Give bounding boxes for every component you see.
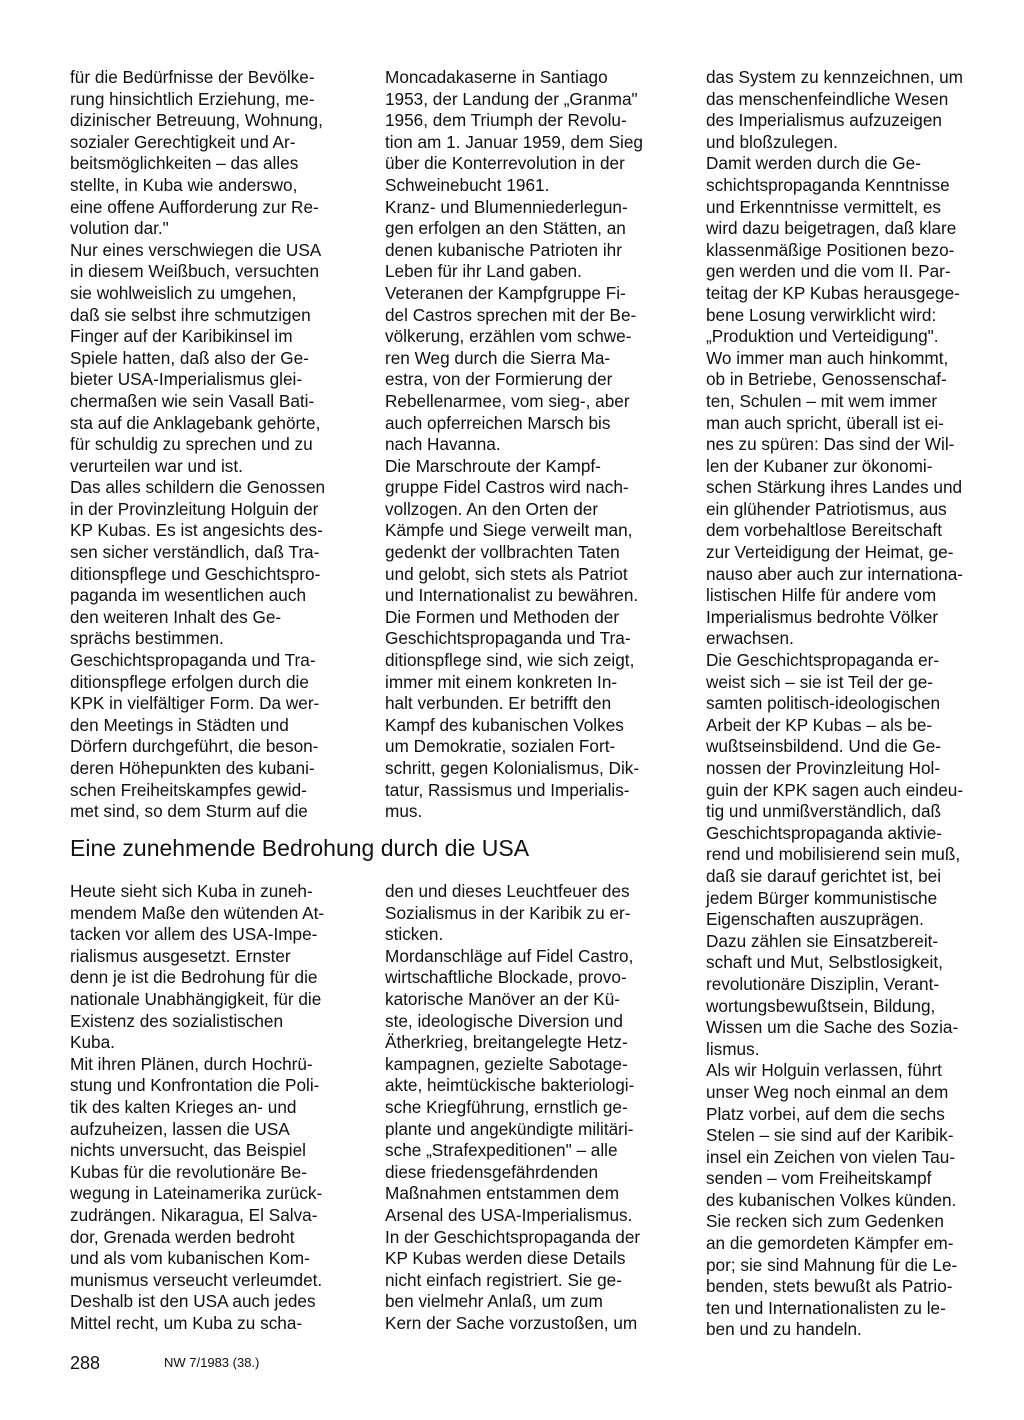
- paragraph: für die Bedürfnisse der Bevölke- rung hinsichtlich Erziehung, me- dizinischer Betreuung, Wohnung, sozialer Gerechtigkeit und Ar- beitsmöglichkeiten – das alles stellte, in Kuba wie anderswo, eine offene Aufforderung zur Re- volution dar.": [70, 67, 323, 239]
- paragraph: Das alles schildern die Genossen in der Provinzleitung Holguin der KP Kubas. Es ist angesichts des- sen sicher verständlich, daß Tra- ditionspflege und Geschichtspro- paganda im wesentlichen auch den weiteren Inhalt des Ge- sprächs bestimmen.: [70, 477, 326, 649]
- paragraph: Deshalb ist den USA auch jedes Mittel recht, um Kuba zu scha-: [70, 1291, 316, 1333]
- page-number: 288: [70, 1353, 101, 1373]
- paragraph: Die Formen und Methoden der Geschichtspropaganda und Tra- ditionspflege sind, wie sich zeigt, immer mit einem konkreten In- halt verbunden. Er betrifft den Kampf des kubanischen Volkes um Demokratie, sozialen Fort- schritt, gegen Kolonialismus, Dik- tatur, Rassismus und Imperialis- mus.: [385, 606, 640, 822]
- paragraph: Heute sieht sich Kuba in zuneh- mendem Maße den wütenden At- tacken vor allem des USA-Impe- rialismus ausgesetzt. Ernster denn je ist die Bedrohung für die nationale Unabhängigkeit, für die Existenz des sozialistischen Kuba.: [70, 881, 325, 1053]
- column-1-bottom: [70, 881, 356, 1334]
- issue-reference: NW 7/1983 (38.): [164, 1355, 260, 1370]
- paragraph: Damit werden durch die Ge- schichtspropaganda Kenntnisse und Erkenntnisse vermittelt, es wird dazu beigetragen, daß klare klassenmäßige Positionen bezo- gen werden und die vom II. Par- teitag der KP Kubas herausgege- bene Losung verwirklicht wird: „Produktion und Verteidigung".: [706, 153, 960, 347]
- paragraph: Veteranen der Kampfgruppe Fi- del Castros sprechen mit der Be- völkerung, erzählen vom schwe- ren Weg durch die Sierra Ma- estra, von der Formierung der Rebellenarmee, vom sieg-, aber auch opferreichen Marsch bis nach Havanna.: [385, 282, 637, 455]
- paragraph: Nur eines verschwiegen die USA in diesem Weißbuch, versuchten sie wohlweislich zu umgehen, daß sie selbst ihre schmutzigen Finger auf der Karibikinsel im Spiele hatten, daß also der Ge- bieter USA-Imperialismus glei- chermaßen wie sein Vasall Bati- sta auf die Anklagebank gehörte, für schuldig zu sprechen und zu verurteilen war und ist.: [70, 239, 322, 476]
- paragraph: Als wir Holguin verlassen, führt unser Weg noch einmal an dem Platz vorbei, auf dem die sechs Stelen – sie sind auf der Karibik- insel ein Zeichen von vielen Tau- senden – vom Freiheitskampf des kubanischen Volkes künden. Sie recken sich zum Gedenken an die gemordeten Kämpfer em- por; sie sind Mahnung für die Le- benden, stets bewußt als Patrio- ten und Internationalisten zu le- ben und zu handeln.: [706, 1060, 958, 1340]
- paragraph: Mordanschläge auf Fidel Castro, wirtschaftliche Blockade, provo- katorische Manöver an der Kü- ste, ideologische Diversion und Ätherkrieg, breitangelegte Hetz- kampagnen, gezielte Sabotage- akte, heimtückische bakteriologi- sche Kriegführung, ernstlich ge- plante und angekündigte militäri- sche „Strafexpeditionen" – alle diese friedensgefährdenden Maßnahmen entstammen dem Arsenal des USA-Imperialismus.: [385, 945, 635, 1225]
- paragraph: Moncadakaserne in Santiago 1953, der Landung der „Granma" 1956, dem Triumph der Revolu- tion am 1. Januar 1959, dem Sieg über die Konterrevolution in der Schweinebucht 1961.: [385, 67, 643, 195]
- section-heading: Eine zunehmende Bedrohung durch die USA: [70, 835, 530, 861]
- paragraph: Mit ihren Plänen, durch Hochrü- stung und Konfrontation die Poli- tik des kalten Krieges an- und aufzuheizen, lassen die USA nichts unversucht, das Beispiel Kubas für die revolutionäre Be- wegung in Lateinamerika zurück- zudrängen. Nikaragua, El Salva- dor, Grenada werden bedroht und als vom kubanischen Kom- munismus verseucht verleumdet.: [70, 1053, 323, 1290]
- page-footer: [70, 1352, 470, 1376]
- column-2-top: [385, 67, 675, 823]
- paragraph: das System zu kennzeichnen, um das menschenfeindliche Wesen des Imperialismus aufzuzeigen und bloßzulegen.: [706, 67, 963, 152]
- paragraph: Die Geschichtspropaganda er- weist sich – sie ist Teil der ge- samten politisch-ideologischen Arbeit der KP Kubas – als be- wußtseinsbildend. Und die Ge- nossen der Provinzleitung Hol- guin der KPK sagen auch eindeu- tig und unmißverständlich, daß Geschichtspropaganda aktivie- rend und mobilisierend sein muß, daß sie darauf gerichtet ist, bei jedem Bürger kommunistische Eigenschaften auszuprägen. Dazu zählen sie Einsatzbereit- schaft und Mut, Selbstlosigkeit, revolutionäre Disziplin, Verant- wortungsbewußtsein, Bildung, Wissen um die Sache des Sozia- lismus.: [706, 650, 964, 1059]
- paragraph: Geschichtspropaganda und Tra- ditionspflege erfolgen durch die KPK in vielfältiger Form. Da wer- den Meetings in Städten und Dörfern durchgeführt, die beson- deren Höhepunkten des kubani- schen Freiheitskampfes gewid- met sind, so dem Sturm auf die: [70, 650, 320, 822]
- paragraph: Kranz- und Blumenniederlegun- gen erfolgen an den Stätten, an denen kubanische Patrioten ihr Leben für ihr Land gaben.: [385, 196, 628, 282]
- column-1-top: [70, 67, 356, 823]
- column-2-bottom: [385, 881, 675, 1334]
- paragraph: Wo immer man auch hinkommt, ob in Betriebe, Genossenschaf- ten, Schulen – mit wem immer man auch spricht, überall ist ei- nes zu spüren: Das sind der Wil- len der Kubaner zur ökonomi- schen Stärkung ihres Landes und ein glühender Patriotismus, aus dem vorbehaltlose Bereitschaft zur Verteidigung der Heimat, ge- nauso aber auch zur internationa- listischen Hilfe für andere vom Imperialismus bedrohte Völker erwachsen.: [706, 347, 964, 649]
- paragraph: Die Marschroute der Kampf- gruppe Fidel Castros wird nach- vollzogen. An den Orten der Kämpfe und Siege verweilt man, gedenkt der vollbrachten Taten und gelobt, sich stets als Patriot und Internationalist zu bewähren.: [385, 455, 639, 606]
- paragraph: den und dieses Leuchtfeuer des Sozialismus in der Karibik zu er- sticken.: [385, 881, 631, 945]
- paragraph: In der Geschichtspropaganda der KP Kubas werden diese Details nicht einfach registriert. Sie ge- ben vielmehr Anlaß, um zum Kern der Sache vorzustoßen, um: [385, 1226, 641, 1333]
- column-3: [706, 67, 994, 1341]
